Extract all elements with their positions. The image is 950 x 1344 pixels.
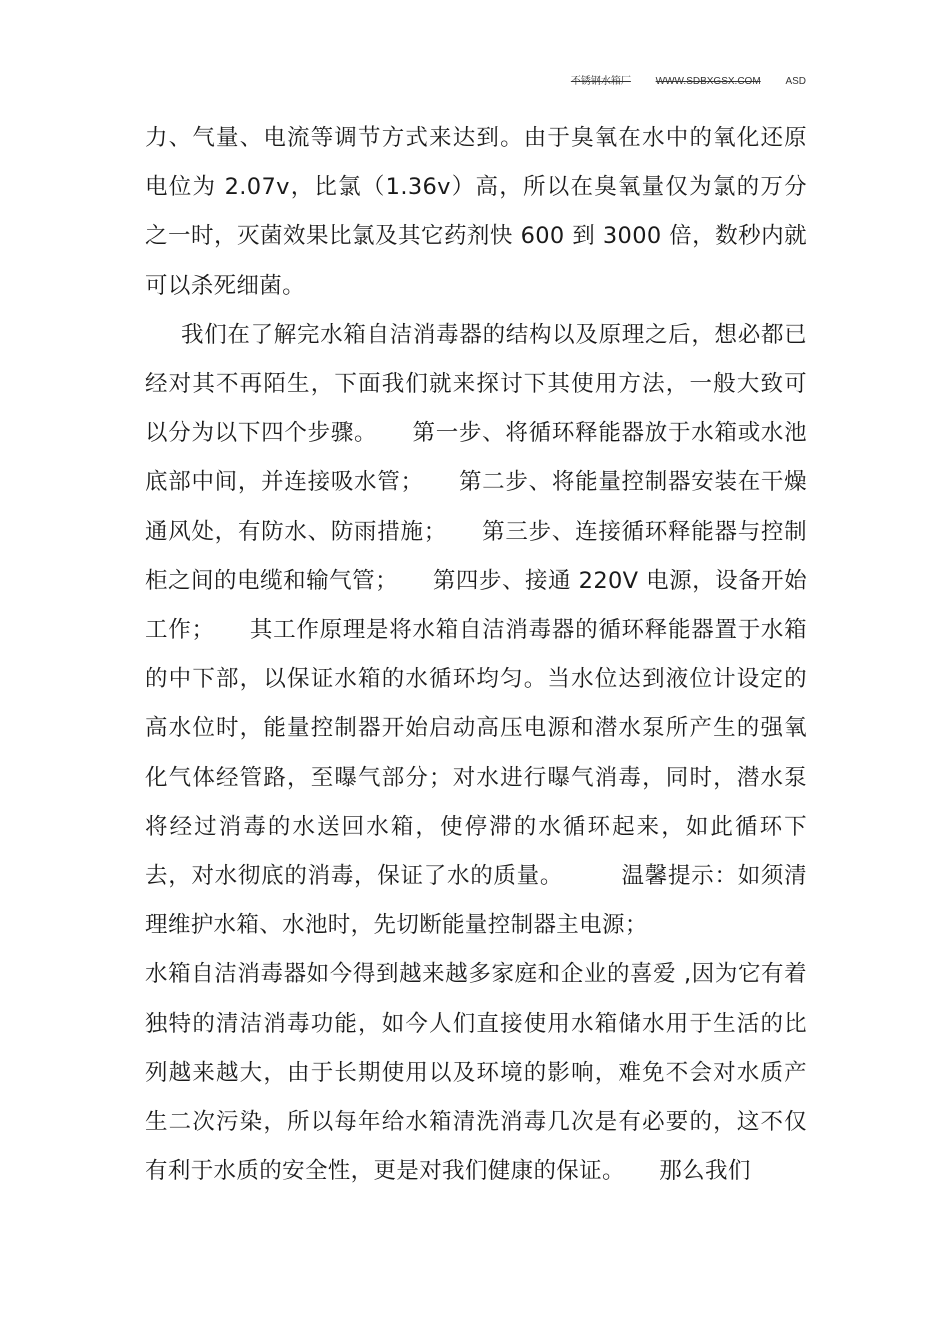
document-body bbox=[145, 114, 807, 1196]
paragraph-2: 我们在了解完水箱自洁消毒器的结构以及原理之后，想必都已经对其不再陌生，下面我们就来探讨下其使用方法，一般大致可以分为以下四个步骤。 第一步、将循环释能器放于水箱或水池底部中间，并连接吸水管； 第二步、将能量控制器安装在干燥通风处，有防水、防雨措施； 第三步、连接循环释能器与控制柜之间的电缆和输气管； 第四步、接通 220V 电源，设备开始工作； 其工作原理是将水箱自洁消毒器的循环释能器置于水箱的中下部，以保证水箱的水循环均匀。当水位达到液位计设定的高水位时，能量控制器开始启动高压电源和潜水泵所产生的强氧化气体经管路，至曝气部分；对水进行曝气消毒，同时，潜水泵将经过消毒的水送回水箱，使停滞的水循环起来，如此循环下去，对水彻底的消毒，保证了水的质量。 温馨提示：如须清理维护水箱、水池时，先切断能量控制器主电源； bbox=[145, 321, 807, 939]
header-code: ASD bbox=[785, 76, 806, 87]
paragraph-1: 力、气量、电流等调节方式来达到。由于臭氧在水中的氧化还原电位为 2.07v，比氯（1.36v）高，所以在臭氧量仅为氯的万分之一时，灭菌效果比氯及其它药剂快 600 到 3000 倍，数秒内就可以杀死细菌。 bbox=[145, 125, 807, 299]
paragraph-3: 水箱自洁消毒器如今得到越来越多家庭和企业的喜爱 ,因为它有着独特的清洁消毒功能，如今人们直接使用水箱储水用于生活的比列越来越大，由于长期使用以及环境的影响，难免不会对水质产生二次污染，所以每年给水箱清洗消毒几次是有必要的，这不仅有利于水质的安全性，更是对我们健康的保证。 那么我们 bbox=[145, 961, 807, 1185]
header-website-link[interactable]: WWW.SDBXGSX.COM bbox=[655, 76, 761, 87]
header-company-name: 不锈钢水箱厂 bbox=[570, 76, 631, 87]
page-header bbox=[571, 72, 806, 87]
